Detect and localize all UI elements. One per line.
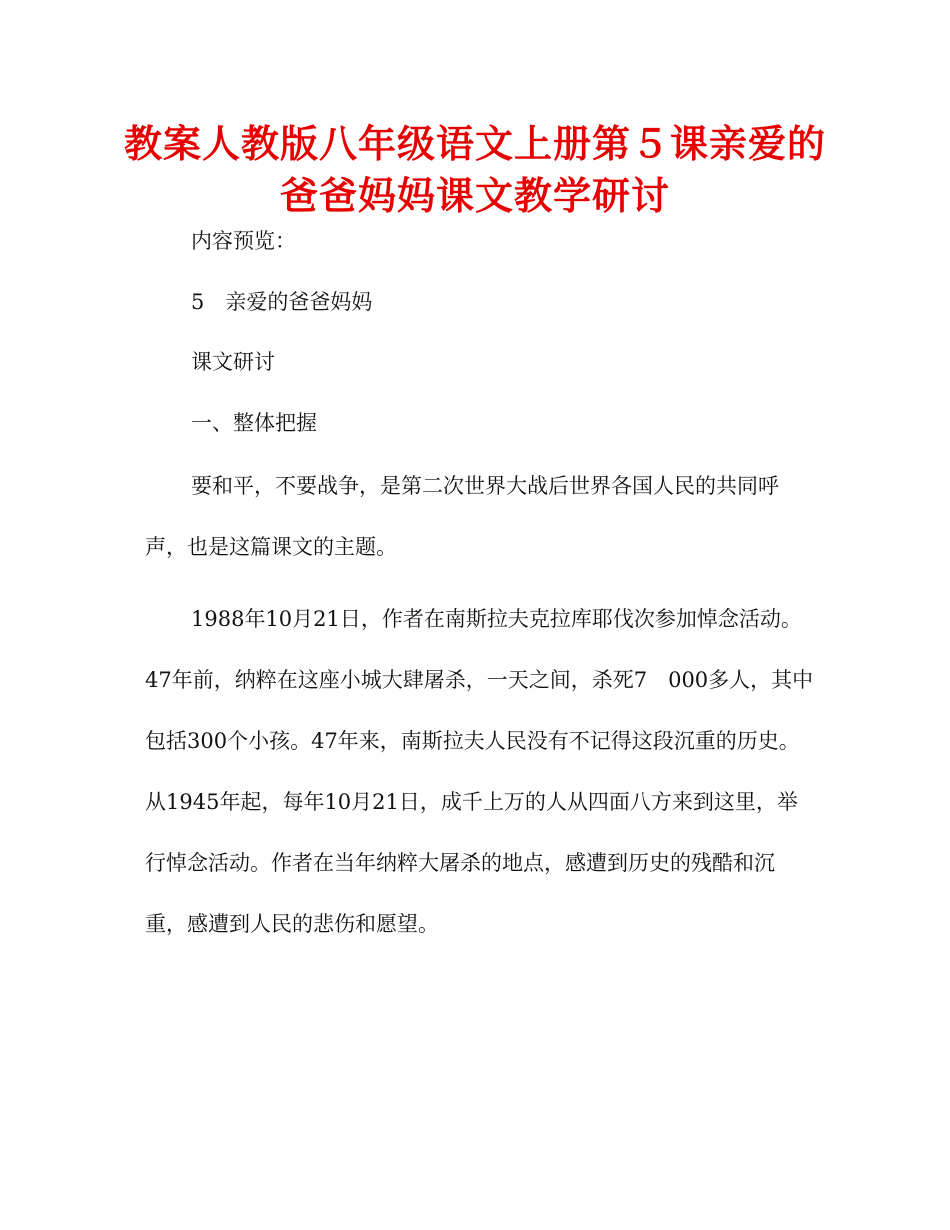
preview-label: 内容预览： xyxy=(191,229,296,253)
body-paragraph: 1988年10月21日，作者在南斯拉夫克拉库耶伐次参加悼念活动。47年前，纳粹在这座小城大肆屠杀，一天之间，杀死7 000多人，其中包括300个小孩。47年来，南斯拉夫人民没有不记得这段沉重的历史。从1945年起，每年10月21日，成千上万的人从四面八方来到这里，举行悼念活动。作者在当年纳粹大屠杀的地点，感遭到历史的残酷和沉重，感遭到人民的悲伤和愿望。 xyxy=(145,607,814,936)
body-paragraph: 要和平，不要战争，是第二次世界大战后世界各国人民的共同呼声，也是这篇课文的主题。 xyxy=(145,474,779,559)
document-title: 教案人教版八年级语文上册第５课亲爱的爸爸妈妈课文教学研讨 xyxy=(123,122,826,218)
subsection-heading: 一、整体把握 xyxy=(191,411,317,435)
section-heading: 课文研讨 xyxy=(191,350,275,374)
lesson-heading: 5 亲爱的爸爸妈妈 xyxy=(191,290,373,314)
